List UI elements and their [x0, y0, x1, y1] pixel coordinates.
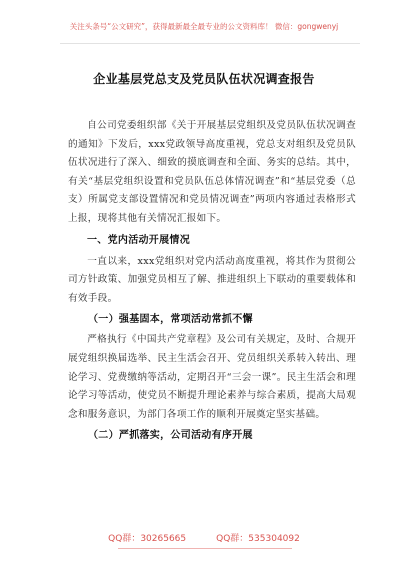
section-1-paragraph: 一直以来，xxx党组织对党内活动高度重视，将其作为贯彻公司方针政策、加强党员相互了解、推进组织上下联动的重要载体和有效手段。	[68, 255, 356, 304]
subsection-heading-2: （二）严抓落实，公司活动有序开展	[88, 430, 253, 442]
subsection-heading-1: （一）强基固本，常项活动常抓不懈	[88, 314, 253, 326]
footer-contacts	[0, 533, 408, 545]
qq-group-1: QQ群：30265665	[108, 534, 187, 544]
section-heading-1: 一、党内活动开展情况	[87, 234, 190, 246]
intro-paragraph: 自公司党委组织部《关于开展基层党组织及党员队伍状况调查的通知》下发后，xxx党政领导高度重视，党总支对组织及党员队伍状况进行了深入、细致的摸底调查和全面、务实的总结。其中，有关“基层党组织设置和党员队伍总体情况调查”和“基层党委（总支）所属党支部设置情况和党员情况调查”两项内容通过表格形式上报，现将其他有关情况汇报如下。	[68, 120, 356, 224]
footer-underline	[118, 548, 292, 549]
subsection-1-paragraph: 严格执行《中国共产党章程》及公司有关规定，及时、合规开展党组织换届选举、民主生活会召开、党员组织关系转入转出、理论学习、党费缴纳等活动，定期召开“三会一课”。民主生活会和理论学习等活动，使党员不断提升理论素养与综合素质，提高大局观念和服务意识，为部门各项工作的顺利开展奠定坚实基础。	[68, 334, 356, 420]
document-title: 企业基层党总支及党员队伍状况调查报告	[93, 72, 315, 86]
qq-group-2: QQ群：535304092	[216, 534, 300, 544]
document-body	[68, 117, 356, 447]
header-divider	[60, 43, 360, 44]
promo-banner: 关注头条号“公文研究”，获得最新最全最专业的公文资料库！ 微信：gongwenyj	[69, 22, 339, 31]
